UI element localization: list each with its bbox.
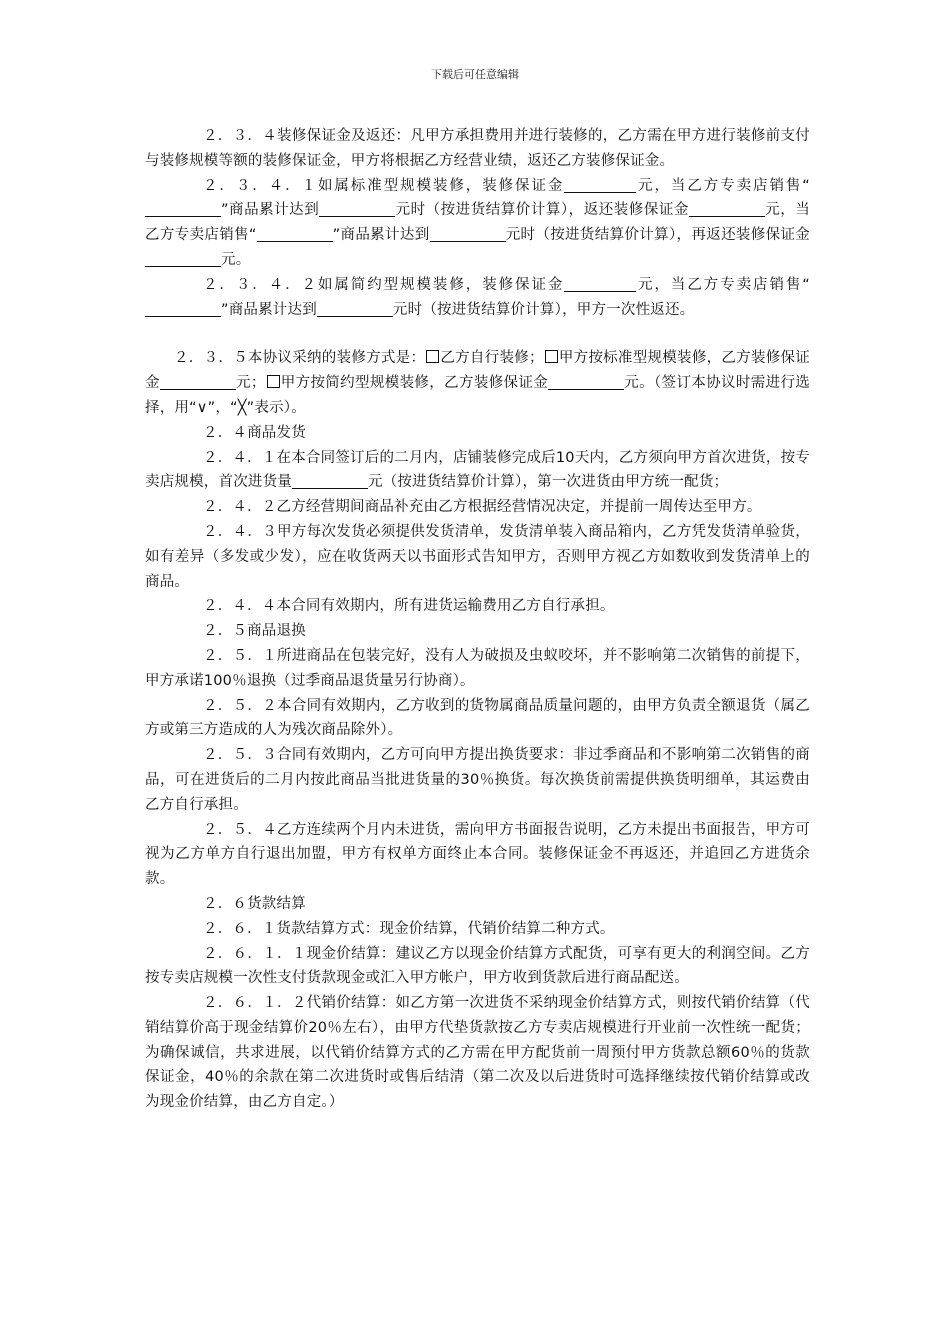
paragraph-2-5-1: ２．５．１所进商品在包装完好，没有人为破损及虫蚁咬坏，并不影响第二次销售的前提下，甲方承诺100％退换（过季商品退货量另行协商）。	[145, 647, 810, 689]
text: ２．３．５本协议采纳的装修方式是：	[174, 350, 426, 367]
blank-field	[257, 225, 333, 242]
checkbox[interactable]	[426, 350, 439, 363]
blank-field	[317, 300, 393, 317]
paragraph-2-6-1-2: ２．６．１．２代销价结算：如乙方第一次进货不采纳现金价结算方式，则按代销价结算（代销结算价高于现金结算价20％左右），由甲方代垫货款按乙方专卖店规模进行开业前一次性统一配货；为确保诚信，共求进展，以代销价结算方式的乙方需在甲方配货前一周预付甲方货款总额60％的货款保证金，40％的余款在第二次进货时或售后结清（第二次及以后进货时可选择继续按代销价结算或改为现金价结算，由乙方自定。）	[145, 995, 810, 1111]
text: 元；	[235, 375, 266, 392]
text: 甲方按简约型规模装修，乙方装修保证金	[280, 375, 549, 392]
paragraph-2-4-1	[145, 446, 810, 496]
heading-2-4: ２．４商品发货	[203, 424, 306, 441]
checkbox[interactable]	[267, 375, 280, 388]
text: 元。	[624, 375, 654, 392]
blank-field	[689, 200, 765, 217]
text: ２．４．１在本合同签订后的二月内，店铺装修完成后10天内，乙方须向甲方首次进货，按专卖店规模，首次进货量	[145, 449, 810, 491]
heading-2-6: ２．６货款结算	[203, 895, 306, 912]
paragraph-2-3-4-1	[145, 174, 810, 273]
blank-field	[564, 176, 636, 193]
blank-field	[145, 300, 221, 317]
checkbox[interactable]	[545, 350, 558, 363]
text: ２．３．４．２如属简约型规模装修，装修保证金	[203, 276, 565, 293]
paragraph-2-3-4: ２．３．４装修保证金及返还：凡甲方承担费用并进行装修的，乙方需在甲方进行装修前支付与装修规模等额的装修保证金，甲方将根据乙方经营业绩，返还乙方装修保证金。	[145, 128, 810, 169]
blank-field	[145, 200, 221, 217]
paragraph-2-3-4-2	[145, 273, 810, 323]
text: ２．３．４．１如属标准型规模装修，装修保证金	[203, 177, 565, 194]
text: （签订本协议时需进行选择，用“∨”，“╳”表示）。	[145, 375, 810, 416]
blank-field	[145, 250, 221, 267]
paragraph-2-4-2: ２．４．２乙方经营期间商品补充由乙方根据经营情况决定，并提前一周传达至甲方。	[203, 499, 762, 516]
blank-field	[292, 472, 368, 489]
paragraph-2-3-5	[145, 346, 810, 420]
paragraph-2-4-3: ２．４．３甲方每次发货必须提供发货清单，发货清单装入商品箱内，乙方凭发货清单验货，如有差异（多发或少发），应在收货两天以书面形式告知甲方，否则甲方视乙方如数收到发货清单上的商品。	[145, 523, 810, 590]
text: 乙方自行装修；	[440, 350, 544, 367]
text: 元。	[221, 251, 251, 268]
blank-field	[564, 275, 636, 292]
spacer	[145, 322, 810, 346]
heading-2-5: ２．５商品退换	[203, 623, 306, 640]
text: 元（按进货结算价计算），第一次进货由甲方统一配货；	[368, 474, 729, 491]
text: 甲方按标准型规模装修，乙方装修保证金	[145, 350, 810, 392]
text: 元，当乙方专卖店销售“	[636, 177, 810, 194]
text: 元时（按进货结算价计算），甲方一次性返还。	[392, 301, 695, 318]
paragraph-2-5-4: ２．５．４乙方连续两个月内未进货，需向甲方书面报告说明，乙方未提出书面报告，甲方可视为乙方单方自行退出加盟，甲方有权单方面终止本合同。装修保证金不再返还，并追回乙方进货余款。	[145, 821, 810, 888]
blank-field	[319, 200, 395, 217]
text: 元，当乙方专卖店销售“	[636, 276, 810, 293]
paragraph-2-6-1-1: ２．６．１．１现金价结算：建议乙方以现金价结算方式配货，可享有更大的利润空间。乙方按专卖店规模一次性支付货款现金或汇入甲方帐户，甲方收到货款后进行商品配送。	[145, 945, 810, 987]
text: ”商品累计达到	[332, 227, 430, 244]
paragraph-2-5-2: ２．５．２本合同有效期内，乙方收到的货物属商品质量问题的，由甲方负责全额退货（属乙方或第三方造成的人为残次商品除外）。	[145, 697, 810, 739]
text: ”商品累计达到	[221, 202, 320, 219]
page-header: 下载后可任意编辑	[431, 68, 519, 81]
document-body	[145, 124, 810, 1115]
blank-field	[430, 225, 506, 242]
text: 元，当乙方专卖店销售“	[145, 202, 810, 244]
text: 元时（按进货结算价计算），返还装修保证金	[395, 202, 689, 219]
blank-field	[160, 373, 236, 390]
text: ”商品累计达到	[221, 301, 317, 318]
paragraph-2-6-1: ２．６．１货款结算方式：现金价结算，代销价结算二种方式。	[203, 920, 615, 937]
paragraph-2-5-3: ２．５．３合同有效期内，乙方可向甲方提出换货要求：非过季商品和不影响第二次销售的商品，可在进货后的二月内按此商品当批进货量的30％换货。每次换货前需提供换货明细单，其运费由乙方自行承担。	[145, 747, 810, 813]
blank-field	[548, 373, 624, 390]
text: 元时（按进货结算价计算），再返还装修保证金	[505, 227, 810, 244]
paragraph-2-4-4: ２．４．４本合同有效期内，所有进货运输费用乙方自行承担。	[203, 598, 615, 615]
